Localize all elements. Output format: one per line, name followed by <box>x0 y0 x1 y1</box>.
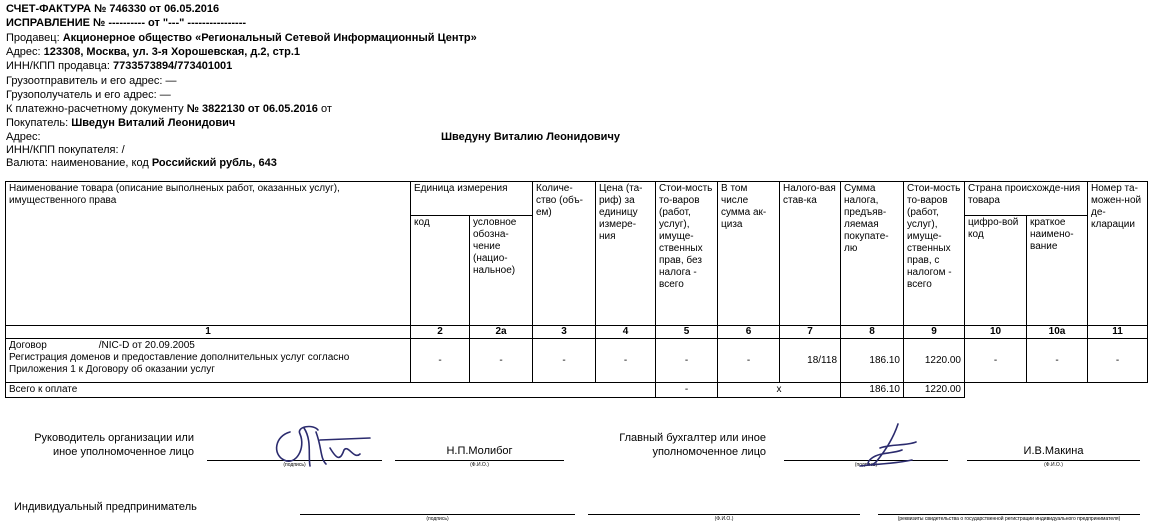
payment-doc: № 3822130 от 06.05.2016 <box>186 103 318 115</box>
row-excise: - <box>718 339 780 383</box>
header-price: Цена (та-риф) за единицу измере-ния <box>596 182 656 326</box>
buyer-address-tail: Шведуну Виталию Леонидовичу <box>441 131 620 143</box>
row-customs: - <box>1088 339 1148 383</box>
row-cost-with-tax: 1220.00 <box>904 339 965 383</box>
total-cost-with-tax: 1220.00 <box>904 383 965 398</box>
director-name: Н.П.Молибог <box>446 445 513 457</box>
header-cost-without-tax: Стои-мость то-варов (работ, услуг), имуще-ственных прав, без налога - всего <box>656 182 718 326</box>
buyer-inn-line: ИНН/КПП покупателя: / <box>6 144 125 156</box>
col-number: 10а <box>1027 326 1088 339</box>
seller-address-line: Адрес: 123308, Москва, ул. 3-я Хорошевская, д.2, стр.1 <box>6 46 301 58</box>
col-number: 6 <box>718 326 780 339</box>
total-label: Всего к оплате <box>6 383 656 398</box>
entrepreneur-fio-line <box>588 514 860 515</box>
accountant-fio-line <box>967 460 1140 461</box>
entrepreneur-sign-line <box>300 514 575 515</box>
invoice-title: СЧЕТ-ФАКТУРА № 746330 от 06.05.2016 <box>6 3 220 15</box>
row-tax-rate: 18/118 <box>780 339 841 383</box>
seller-inn-line: ИНН/КПП продавца: 7733573894/773401001 <box>6 60 233 72</box>
col-number: 7 <box>780 326 841 339</box>
col-number: 10 <box>965 326 1027 339</box>
shipper-line: Грузоотправитель и его адрес: — <box>6 75 177 87</box>
header-cost-with-tax: Стои-мость то-варов (работ, услуг), имуще-ственных прав, с налогом - всего <box>904 182 965 326</box>
header-tax-sum: Сумма налога, предъяв-ляемая покупате-лю <box>841 182 904 326</box>
entrepreneur-reg-line <box>878 514 1140 515</box>
row-country-name: - <box>1027 339 1088 383</box>
buyer-line: Покупатель: Шведун Виталий Леонидович <box>6 117 236 129</box>
col-number: 11 <box>1088 326 1148 339</box>
accountant-sign-caption: (подпись) <box>854 462 878 468</box>
header-quantity: Количе-ство (объ-ем) <box>533 182 596 326</box>
row-cost-without-tax: - <box>656 339 718 383</box>
row-tax-sum: 186.10 <box>841 339 904 383</box>
col-number: 1 <box>6 326 411 339</box>
header-unit-code: код <box>411 216 470 326</box>
row-unit-name: - <box>470 339 533 383</box>
accountant-fio-caption: (Ф.И.О.) <box>1044 462 1063 468</box>
header-country-code: цифро-вой код <box>965 216 1027 326</box>
invoice-table <box>5 181 1148 398</box>
accountant-label: Главный бухгалтер или иное уполномоченное лицо <box>619 432 766 458</box>
col-number: 4 <box>596 326 656 339</box>
director-label: Руководитель организации или иное уполномоченное лицо <box>34 432 194 458</box>
seller-address: 123308, Москва, ул. 3-я Хорошевская, д.2, стр.1 <box>43 46 301 58</box>
row-price: - <box>596 339 656 383</box>
director-sign-caption: (подпись) <box>283 462 306 468</box>
director-fio-caption: (Ф.И.О.) <box>470 462 489 468</box>
buyer-address-line: Адрес: <box>6 131 41 143</box>
row-quantity: - <box>533 339 596 383</box>
currency-line: Валюта: наименование, код Российский рубль, 643 <box>6 157 277 169</box>
seller-line: Продавец: Акционерное общество «Региональный Сетевой Информационный Центр» <box>6 32 477 44</box>
column-numbers-row <box>6 326 1148 339</box>
header-product-name: Наименование товара (описание выполненых работ, оказанных услуг), имущественного права <box>6 182 411 326</box>
director-signature-icon <box>270 418 380 472</box>
buyer-name: Шведун Виталий Леонидович <box>71 117 236 129</box>
row-description: Регистрация доменов и предоставление дополнительных услуг согласно Приложения 1 к Договору об оказании услуг <box>9 352 350 375</box>
header-customs: Номер та-можен-ной де-кларации <box>1088 182 1148 326</box>
payment-doc-line: К платежно-расчетному документу № 3822130 от 06.05.2016 от <box>6 103 332 115</box>
total-excise: x <box>718 383 841 398</box>
header-unit-name: условное обозна-чение (нацио-нальное) <box>470 216 533 326</box>
col-number: 2 <box>411 326 470 339</box>
header-excise: В том числе сумма ак-циза <box>718 182 780 326</box>
seller-inn: 7733573894/773401001 <box>113 60 233 72</box>
col-number: 3 <box>533 326 596 339</box>
director-fio-line <box>395 460 564 461</box>
table-row <box>6 339 1148 383</box>
currency-value: Российский рубль, 643 <box>151 157 277 169</box>
total-row <box>6 383 1148 398</box>
accountant-signature-icon <box>850 420 930 470</box>
header-country-name: краткое наимено-вание <box>1027 216 1088 326</box>
total-tax-sum: 186.10 <box>841 383 904 398</box>
entrepreneur-reg-caption: (реквизиты свидетельства о государственной регистрации индивидуального предпринимателя) <box>897 516 1121 522</box>
header-country-group: Страна происхожде-ния товара <box>965 182 1088 216</box>
correction-line: ИСПРАВЛЕНИЕ № ---------- от "---" ---------------- <box>6 17 247 29</box>
col-number: 2а <box>470 326 533 339</box>
accountant-name: И.В.Макина <box>1023 445 1084 457</box>
row-contract: Договор /NIC-D от 20.09.2005 <box>9 340 195 351</box>
row-description-cell <box>6 339 411 383</box>
row-unit-code: - <box>411 339 470 383</box>
col-number: 8 <box>841 326 904 339</box>
entrepreneur-fio-caption: (Ф.И.О.) <box>714 516 734 522</box>
entrepreneur-label: Индивидуальный предприниматель <box>14 501 197 513</box>
header-unit-group: Единица измерения <box>411 182 533 216</box>
entrepreneur-sign-caption: (подпись) <box>426 516 449 522</box>
consignee-line: Грузополучатель и его адрес: — <box>6 89 171 101</box>
total-cost-without-tax: - <box>656 383 718 398</box>
row-country-code: - <box>965 339 1027 383</box>
col-number: 9 <box>904 326 965 339</box>
header-tax-rate: Налого-вая став-ка <box>780 182 841 326</box>
seller-name: Акционерное общество «Региональный Сетевой Информационный Центр» <box>62 32 477 44</box>
col-number: 5 <box>656 326 718 339</box>
